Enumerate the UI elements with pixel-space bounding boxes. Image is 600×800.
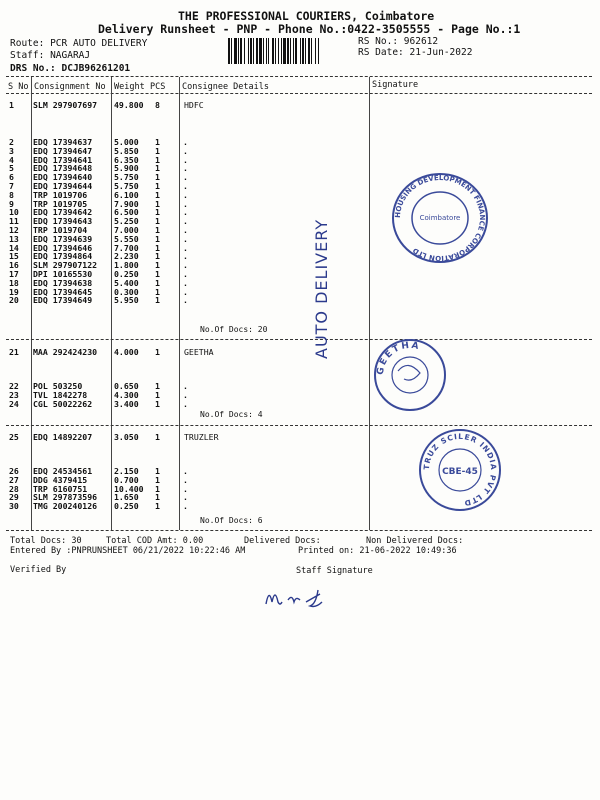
drs-label: DRS No.:	[10, 63, 56, 74]
geetha-stamp-ring-text: GEETHA	[375, 340, 422, 376]
row-consignment: EDQ 17394639	[33, 233, 93, 244]
divider	[6, 530, 592, 531]
row-consignee-dot: .	[183, 137, 188, 147]
row-weight: 1.800	[114, 260, 139, 271]
barcode-bar	[287, 38, 289, 64]
col-signature: Signature	[372, 80, 419, 90]
row-consignment: TRP 6160751	[33, 483, 88, 494]
row-sno: 23	[9, 389, 19, 400]
divider	[6, 76, 592, 77]
row-pcs: 1	[155, 251, 160, 262]
rs-no-label: RS No.:	[358, 36, 399, 47]
row-sno: 26	[9, 466, 19, 476]
row-pcs: 1	[155, 474, 160, 485]
row-sno: 16	[9, 260, 19, 271]
row-weight: 2.230	[114, 251, 139, 262]
barcode-bar	[300, 38, 301, 64]
row-pcs: 1	[155, 154, 160, 165]
row-consignment: EDQ 17394645	[33, 286, 93, 297]
row-pcs: 1	[155, 172, 160, 183]
rs-date-label: RS Date:	[358, 47, 404, 58]
row-consignment: EDQ 17394638	[33, 277, 93, 288]
row-consignee-dot: .	[183, 251, 188, 262]
rs-no-line	[358, 36, 438, 47]
hdfc-stamp-ring-text: HOUSING DEVELOPMENT FINANCE CORPORATION LTD	[393, 173, 487, 263]
barcode-bar	[311, 38, 312, 64]
row-sno: 21	[9, 347, 19, 357]
row-weight: 1.650	[114, 492, 139, 503]
row-sno: 29	[9, 492, 19, 503]
delivered-docs: Delivered Docs:	[244, 536, 321, 546]
row-consignee-dot: .	[183, 295, 188, 306]
col-consignee: Consignee Details	[182, 82, 269, 92]
row-consignee-dot: .	[183, 172, 188, 183]
row-pcs: 1	[155, 398, 160, 409]
route-label: Route:	[10, 38, 45, 49]
row-consignee-dot: .	[183, 474, 188, 485]
consignee-name: TRUZLER	[184, 432, 219, 442]
group-doc-count: No.Of Docs: 4	[200, 410, 263, 419]
row-sno: 2	[9, 137, 14, 147]
barcode-bar	[293, 38, 294, 64]
barcode-bar	[228, 38, 230, 64]
row-consignment: EDQ 17394640	[33, 172, 93, 183]
truzler-stamp-center: CBE-45	[442, 467, 478, 477]
row-consignment: EDQ 17394864	[33, 251, 93, 262]
printed-on: Printed on: 21-06-2022 10:49:36	[298, 546, 457, 556]
row-consignee-dot: .	[183, 189, 188, 200]
row-consignee-dot: .	[183, 398, 188, 409]
row-sno: 1	[9, 100, 14, 110]
barcode-bar	[250, 38, 252, 64]
row-consignment: CGL 50022262	[33, 398, 93, 409]
row-weight: 6.500	[114, 207, 139, 218]
row-consignee-dot: .	[183, 269, 188, 279]
barcode-bar	[318, 38, 319, 64]
barcode-bar	[240, 38, 242, 64]
row-pcs: 1	[155, 381, 160, 391]
row-consignee-dot: .	[183, 154, 188, 165]
row-sno: 13	[9, 233, 19, 244]
row-consignment: EDQ 17394649	[33, 295, 93, 306]
row-consignment: DDG 4379415	[33, 474, 88, 485]
row-pcs: 1	[155, 198, 160, 209]
row-consignee-dot: .	[183, 181, 188, 191]
row-consignee-dot: .	[183, 145, 188, 156]
table-row	[0, 347, 600, 357]
row-consignee-dot: .	[183, 389, 188, 400]
row-pcs: 1	[155, 189, 160, 200]
row-consignment: EDQ 17394641	[33, 154, 93, 165]
row-sno: 4	[9, 154, 14, 165]
row-pcs: 1	[155, 389, 160, 400]
row-sno: 25	[9, 432, 19, 442]
row-sno: 7	[9, 181, 14, 191]
row-weight: 5.250	[114, 216, 139, 227]
row-pcs: 1	[155, 137, 160, 147]
row-consignee-dot: .	[183, 216, 188, 227]
verified-by: Verified By	[10, 565, 67, 575]
row-weight: 0.650	[114, 381, 139, 391]
row-weight: 4.000	[114, 347, 139, 357]
barcode-bar	[238, 38, 239, 64]
row-weight: 3.400	[114, 398, 139, 409]
row-consignee-dot: .	[183, 277, 188, 288]
table-row	[0, 295, 600, 305]
row-weight: 3.050	[114, 432, 139, 442]
row-sno: 27	[9, 474, 19, 485]
row-pcs: 1	[155, 277, 160, 288]
row-sno: 5	[9, 163, 14, 174]
row-sno: 12	[9, 225, 19, 235]
row-consignee-dot: .	[183, 381, 188, 391]
row-pcs: 8	[155, 100, 160, 110]
drs-value: DCJB96261201	[61, 63, 131, 74]
row-weight: 4.300	[114, 389, 139, 400]
route-line	[10, 38, 147, 49]
row-weight: 5.850	[114, 145, 139, 156]
barcode-bar	[259, 38, 262, 64]
row-pcs: 1	[155, 347, 160, 357]
table-row	[0, 501, 600, 511]
auto-delivery-stamp: AUTO DELIVERY	[312, 218, 331, 359]
barcode-bar	[295, 38, 297, 64]
drs-line	[10, 63, 130, 74]
row-sno: 20	[9, 295, 19, 306]
divider	[6, 93, 592, 94]
table-row	[0, 100, 600, 110]
row-pcs: 1	[155, 483, 160, 494]
row-weight: 5.950	[114, 295, 139, 306]
col-weight: Weight	[114, 82, 145, 92]
row-sno: 28	[9, 483, 19, 494]
row-sno: 14	[9, 242, 19, 253]
row-pcs: 1	[155, 432, 160, 442]
rs-no-value: 962612	[403, 36, 439, 47]
row-consignee-dot: .	[183, 233, 188, 244]
row-pcs: 1	[155, 492, 160, 503]
row-pcs: 1	[155, 466, 160, 476]
row-sno: 30	[9, 501, 19, 512]
col-consignment: Consignment No	[34, 82, 106, 92]
row-consignment: EDQ 24534561	[33, 466, 93, 476]
row-weight: 0.700	[114, 474, 139, 485]
barcode-bar	[290, 38, 291, 64]
barcode-bar	[263, 38, 264, 64]
row-consignment: EDQ 17394647	[33, 145, 93, 156]
staff-signature-label: Staff Signature	[296, 566, 373, 576]
row-weight: 5.550	[114, 233, 139, 244]
row-consignment: MAA 292424230	[33, 347, 98, 357]
barcode-bar	[315, 38, 316, 64]
entered-by: Entered By :PNPRUNSHEET 06/21/2022 10:22:46 AM	[10, 546, 246, 556]
barcode-bar	[278, 38, 279, 64]
row-weight: 6.100	[114, 189, 139, 200]
staff-label: Staff:	[10, 50, 45, 61]
staff-signature	[262, 582, 342, 612]
row-consignee-dot: .	[183, 225, 188, 235]
row-sno: 3	[9, 145, 14, 156]
barcode-bar	[272, 38, 274, 64]
row-consignment: TRP 1019705	[33, 198, 88, 209]
row-sno: 6	[9, 172, 14, 183]
row-pcs: 1	[155, 295, 160, 306]
barcode-bar	[248, 38, 249, 64]
row-weight: 0.250	[114, 501, 139, 512]
row-weight: 5.900	[114, 163, 139, 174]
row-consignment: POL 503250	[33, 381, 83, 391]
non-delivered-docs: Non Delivered Docs:	[366, 536, 464, 546]
group-doc-count: No.Of Docs: 6	[200, 516, 263, 525]
row-consignee-dot: .	[183, 242, 188, 253]
row-consignment: TVL 1842278	[33, 389, 88, 400]
row-weight: 5.750	[114, 181, 139, 191]
row-consignment: EDQ 17394642	[33, 207, 93, 218]
row-weight: 0.300	[114, 286, 139, 297]
barcode-bar	[266, 38, 267, 64]
row-consignment: EDQ 14892207	[33, 432, 93, 442]
runsheet-title: Delivery Runsheet - PNP - Phone No.:0422-3505555 - Page No.:1	[98, 22, 521, 36]
row-consignment: SLM 297873596	[33, 492, 98, 503]
hdfc-stamp	[385, 168, 495, 268]
staff-value: NAGARAJ	[50, 50, 91, 61]
row-consignment: EDQ 17394644	[33, 181, 93, 191]
row-sno: 18	[9, 277, 19, 288]
row-consignee-dot: .	[183, 163, 188, 174]
row-weight: 5.750	[114, 172, 139, 183]
row-consignment: TRP 1019704	[33, 225, 88, 235]
col-pcs: PCS	[150, 82, 166, 92]
row-weight: 6.350	[114, 154, 139, 165]
table-row	[0, 432, 600, 442]
barcode-bar	[268, 38, 269, 64]
row-consignee-dot: .	[183, 198, 188, 209]
row-consignment: EDQ 17394637	[33, 137, 93, 147]
barcode-bar	[231, 38, 232, 64]
barcode-bar	[281, 38, 282, 64]
row-weight: 10.400	[114, 483, 144, 494]
row-sno: 10	[9, 207, 19, 218]
row-consignee-dot: .	[183, 501, 188, 512]
row-consignee-dot: .	[183, 207, 188, 218]
row-pcs: 1	[155, 501, 160, 512]
row-consignee-dot: .	[183, 286, 188, 297]
row-consignment: EDQ 17394646	[33, 242, 93, 253]
row-pcs: 1	[155, 260, 160, 271]
company-name: THE PROFESSIONAL COURIERS, Coimbatore	[178, 9, 435, 23]
row-weight: 5.400	[114, 277, 139, 288]
row-pcs: 1	[155, 269, 160, 279]
row-pcs: 1	[155, 216, 160, 227]
row-sno: 8	[9, 189, 14, 200]
row-consignee-dot: .	[183, 492, 188, 503]
barcode-bar	[302, 38, 304, 64]
row-consignment: TRP 1019706	[33, 189, 88, 200]
row-consignee-dot: .	[183, 483, 188, 494]
col-sno: S No	[8, 82, 29, 92]
consignee-name: GEETHA	[184, 347, 214, 357]
barcode	[228, 38, 350, 64]
row-pcs: 1	[155, 163, 160, 174]
row-consignment: DPI 10165530	[33, 269, 93, 279]
truzler-stamp-ring-text: TRUZ SCILER INDIA PVT LTD	[421, 431, 499, 508]
row-pcs: 1	[155, 225, 160, 235]
geetha-stamp	[370, 335, 450, 415]
barcode-bar	[308, 38, 310, 64]
barcode-bar	[275, 38, 276, 64]
hdfc-stamp-center: Coimbatore	[419, 214, 461, 222]
row-sno: 22	[9, 381, 19, 391]
row-sno: 17	[9, 269, 19, 279]
row-sno: 24	[9, 398, 19, 409]
row-consignee-dot: .	[183, 466, 188, 476]
truzler-stamp	[415, 425, 505, 515]
barcode-bar	[256, 38, 258, 64]
row-consignment: EDQ 17394643	[33, 216, 93, 227]
barcode-bar	[253, 38, 254, 64]
row-consignment: EDQ 17394648	[33, 163, 93, 174]
row-pcs: 1	[155, 181, 160, 191]
row-sno: 11	[9, 216, 19, 227]
barcode-bar	[234, 38, 237, 64]
group-divider	[6, 339, 592, 340]
row-sno: 9	[9, 198, 14, 209]
row-consignment: SLM 297907697	[33, 100, 98, 110]
row-pcs: 1	[155, 233, 160, 244]
table-row	[0, 399, 600, 409]
barcode-bar	[283, 38, 286, 64]
total-cod: Total COD Amt: 0.00	[106, 536, 204, 546]
row-pcs: 1	[155, 242, 160, 253]
row-weight: 7.700	[114, 242, 139, 253]
row-weight: 5.000	[114, 137, 139, 147]
row-weight: 7.900	[114, 198, 139, 209]
row-consignee-dot: .	[183, 260, 188, 271]
rs-date-line	[358, 47, 472, 58]
group-doc-count: No.Of Docs: 20	[200, 325, 268, 334]
row-sno: 15	[9, 251, 19, 262]
row-weight: 49.800	[114, 100, 144, 110]
row-weight: 7.000	[114, 225, 139, 235]
barcode-bar	[244, 38, 245, 64]
staff-line	[10, 50, 90, 61]
total-docs: Total Docs: 30	[10, 536, 82, 546]
row-weight: 2.150	[114, 466, 139, 476]
row-weight: 0.250	[114, 269, 139, 279]
row-pcs: 1	[155, 286, 160, 297]
consignee-name: HDFC	[184, 100, 204, 110]
row-sno: 19	[9, 286, 19, 297]
row-pcs: 1	[155, 207, 160, 218]
row-consignment: SLM 297907122	[33, 260, 98, 271]
rs-date-value: 21-Jun-2022	[409, 47, 473, 58]
row-consignment: TMG 200240126	[33, 501, 98, 512]
route-value: PCR AUTO DELIVERY	[50, 38, 148, 49]
row-pcs: 1	[155, 145, 160, 156]
barcode-bar	[305, 38, 306, 64]
